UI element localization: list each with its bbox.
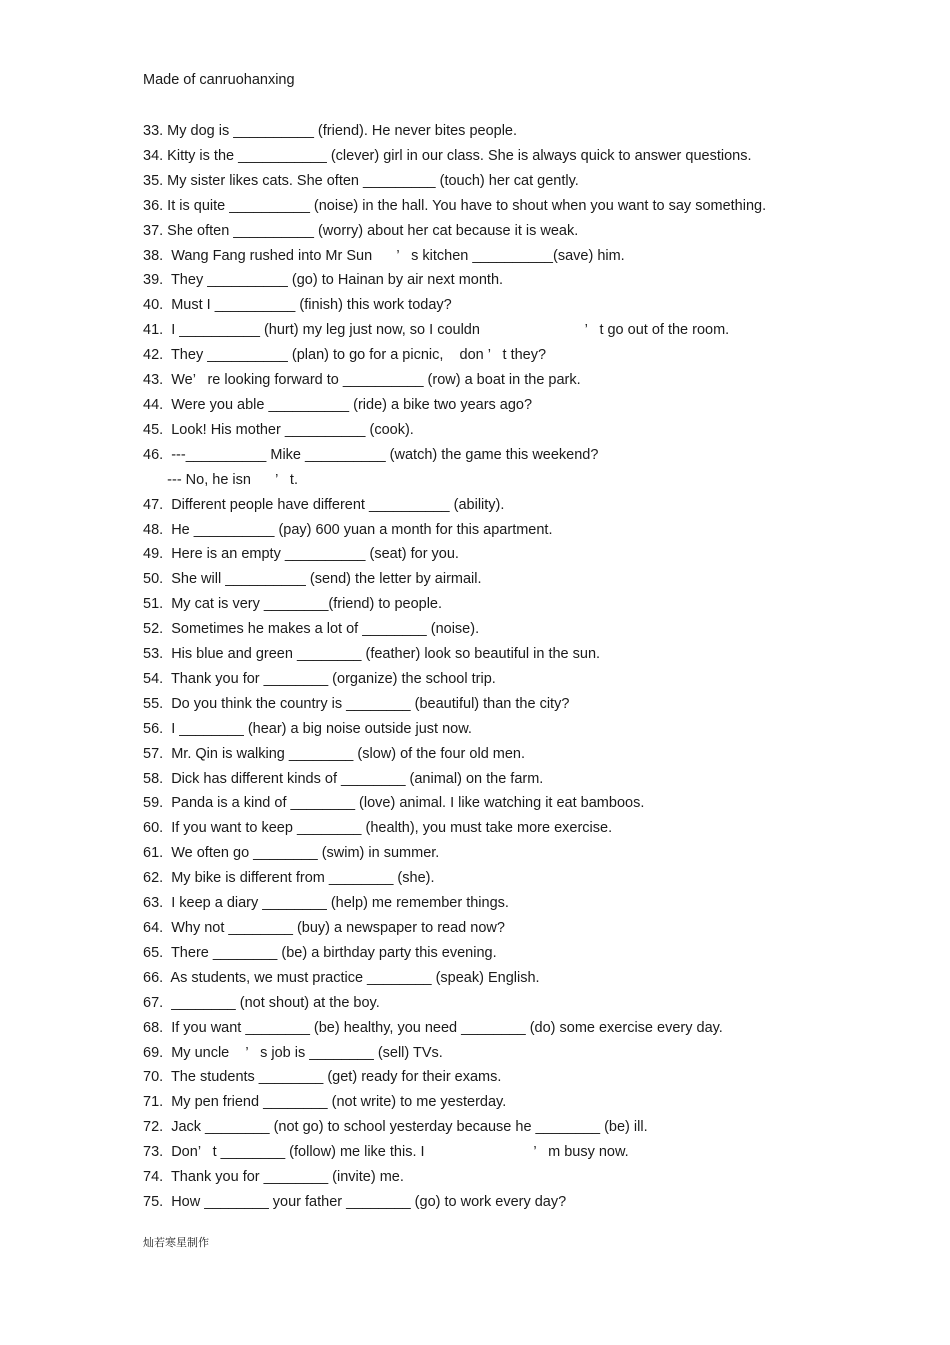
exercise-line: 73. Don’ t ________ (follow) me like this. I ’ m busy now. bbox=[143, 1144, 629, 1161]
exercise-line: 63. I keep a diary ________ (help) me remember things. bbox=[143, 895, 509, 912]
exercise-line: 54. Thank you for ________ (organize) the school trip. bbox=[143, 670, 496, 687]
exercise-line: 62. My bike is different from ________ (she). bbox=[143, 870, 435, 887]
exercise-line: 50. She will __________ (send) the letter by airmail. bbox=[143, 571, 482, 588]
exercise-line: 52. Sometimes he makes a lot of ________ (noise). bbox=[143, 621, 480, 638]
exercise-line: 57. Mr. Qin is walking ________ (slow) of the four old men. bbox=[143, 745, 526, 762]
exercise-line: 68. If you want ________ (be) healthy, you need ________ (do) some exercise every day. bbox=[143, 1019, 723, 1036]
page-footer: 灿若寒星制作 bbox=[143, 1236, 209, 1249]
exercise-line: 36. It is quite __________ (noise) in the hall. You have to shout when you want to say something. bbox=[143, 197, 767, 214]
exercise-line: 71. My pen friend ________ (not write) to me yesterday. bbox=[143, 1094, 507, 1111]
exercise-line: 53. His blue and green ________ (feather) look so beautiful in the sun. bbox=[143, 646, 601, 663]
exercise-line: 58. Dick has different kinds of ________ (animal) on the farm. bbox=[143, 770, 544, 787]
exercise-line: 45. Look! His mother __________ (cook). bbox=[143, 421, 414, 438]
exercise-line: 47. Different people have different __________ (ability). bbox=[143, 496, 505, 513]
exercise-line: 46. ---__________ Mike __________ (watch) the game this weekend? bbox=[143, 446, 599, 463]
exercise-line: 43. We’ re looking forward to __________ (row) a boat in the park. bbox=[143, 372, 581, 389]
exercise-line: 39. They __________ (go) to Hainan by air next month. bbox=[143, 272, 504, 289]
exercise-line: 34. Kitty is the ___________ (clever) girl in our class. She is always quick to answer questions. bbox=[143, 147, 752, 164]
exercise-line: --- No, he isn ’ t. bbox=[143, 471, 298, 488]
exercise-line: 69. My uncle ’ s job is ________ (sell) TVs. bbox=[143, 1044, 443, 1061]
exercise-line: 59. Panda is a kind of ________ (love) animal. I like watching it eat bamboos. bbox=[143, 795, 645, 812]
exercise-line: 70. The students ________ (get) ready for their exams. bbox=[143, 1069, 502, 1086]
exercise-line: 64. Why not ________ (buy) a newspaper to read now? bbox=[143, 920, 505, 936]
exercise-line: 38. Wang Fang rushed into Mr Sun ’ s kitchen __________(save) him. bbox=[143, 247, 625, 264]
exercise-line: 37. She often __________ (worry) about her cat because it is weak. bbox=[143, 222, 579, 239]
exercise-line: 67. ________ (not shout) at the boy. bbox=[143, 994, 380, 1011]
exercise-line: 51. My cat is very ________(friend) to people. bbox=[143, 596, 443, 613]
exercise-line: 44. Were you able __________ (ride) a bike two years ago? bbox=[143, 396, 533, 413]
exercise-line: 61. We often go ________ (swim) in summer. bbox=[143, 845, 440, 862]
exercise-line: 40. Must I __________ (finish) this work today? bbox=[143, 297, 452, 314]
exercise-line: 60. If you want to keep ________ (health), you must take more exercise. bbox=[143, 820, 613, 837]
exercise-list bbox=[143, 122, 923, 1218]
exercise-line: 56. I ________ (hear) a big noise outside just now. bbox=[143, 720, 472, 737]
exercise-line: 65. There ________ (be) a birthday party this evening. bbox=[143, 944, 497, 961]
exercise-line: 72. Jack ________ (not go) to school yesterday because he ________ (be) ill. bbox=[143, 1119, 648, 1136]
exercise-line: 48. He __________ (pay) 600 yuan a month for this apartment. bbox=[143, 521, 553, 538]
exercise-line: 74. Thank you for ________ (invite) me. bbox=[143, 1169, 404, 1186]
exercise-line: 41. I __________ (hurt) my leg just now, so I couldn ’ t go out of the room. bbox=[143, 322, 730, 339]
exercise-line: 49. Here is an empty __________ (seat) for you. bbox=[143, 546, 459, 563]
exercise-line: 75. How ________ your father ________ (go) to work every day? bbox=[143, 1193, 567, 1210]
page-header: Made of canruohanxing bbox=[143, 72, 295, 88]
exercise-line: 33. My dog is __________ (friend). He never bites people. bbox=[143, 123, 518, 139]
exercise-line: 42. They __________ (plan) to go for a picnic, don ’ t they? bbox=[143, 347, 547, 364]
exercise-line: 35. My sister likes cats. She often _________ (touch) her cat gently. bbox=[143, 172, 579, 189]
exercise-line: 66. As students, we must practice ________ (speak) English. bbox=[143, 969, 540, 986]
exercise-line: 55. Do you think the country is ________ (beautiful) than the city? bbox=[143, 695, 570, 712]
